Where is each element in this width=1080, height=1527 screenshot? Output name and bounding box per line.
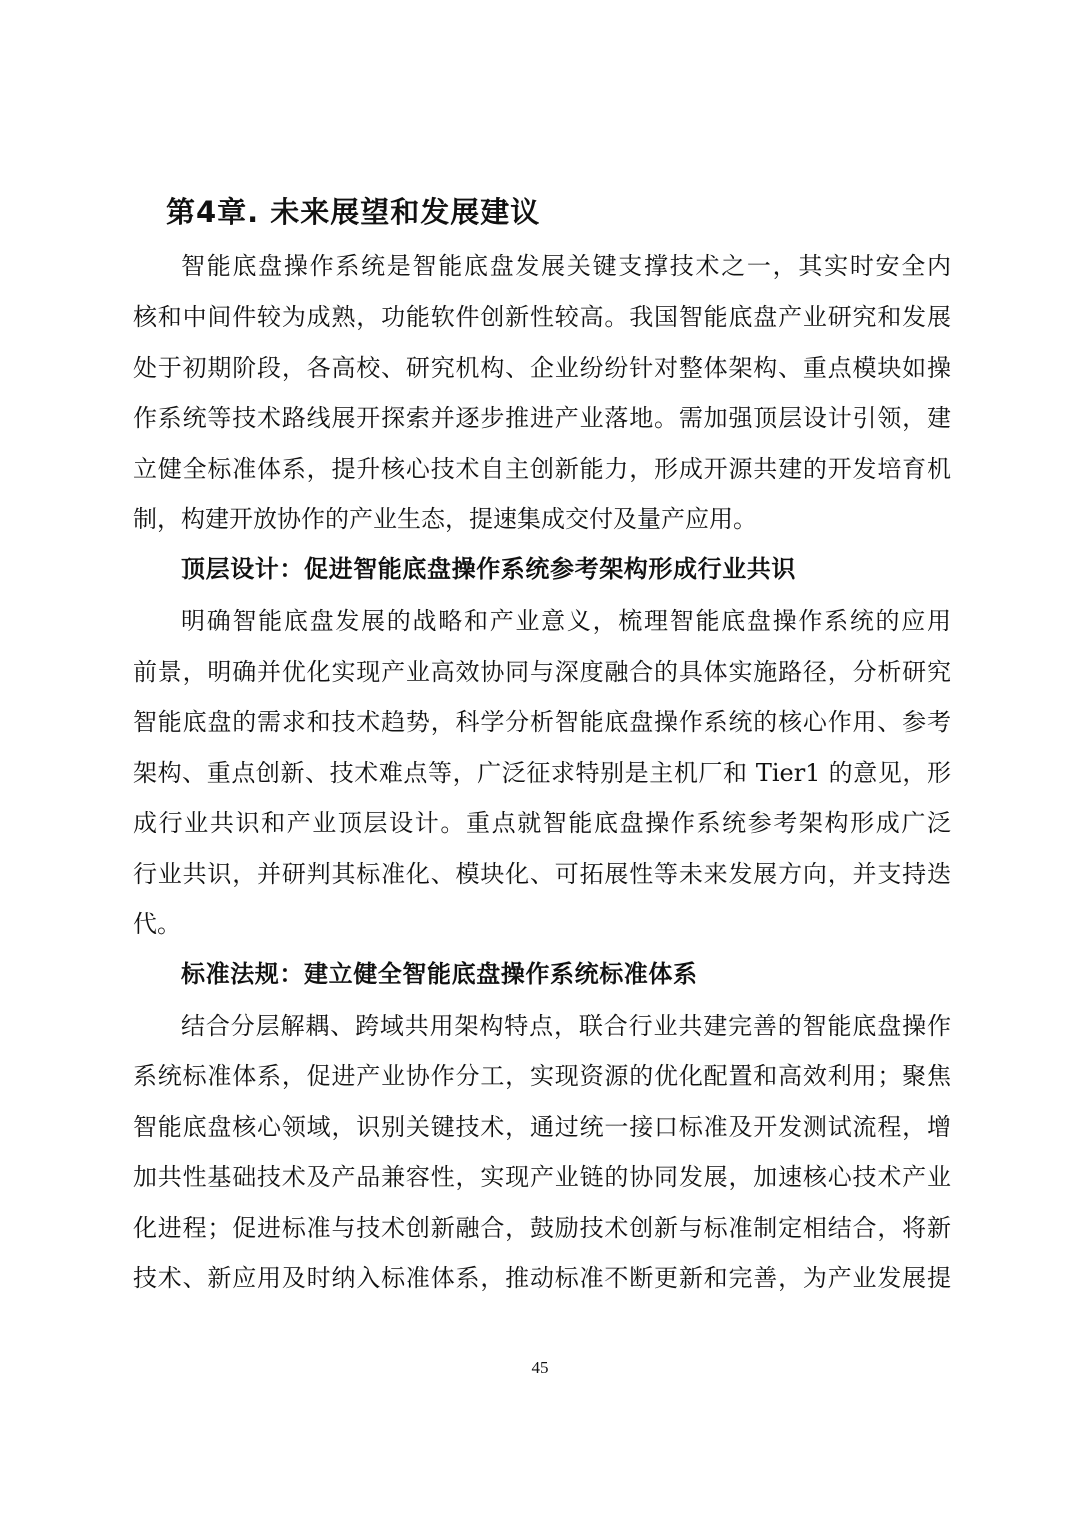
intro-line: 处于初期阶段，各高校、研究机构、企业纷纷针对整体架构、重点模块如操 [133,354,951,382]
section1-line: 前景，明确并优化实现产业高效协同与深度融合的具体实施路径，分析研究 [133,658,951,686]
page-number: 45 [531,1358,549,1377]
chapter-title: 第4章. 未来展望和发展建议 [166,195,541,229]
intro-line: 制，构建开放协作的产业生态，提速集成交付及量产应用。 [133,505,757,533]
section2-line: 智能底盘核心领域，识别关键技术，通过统一接口标准及开发测试流程，增 [133,1113,951,1141]
section2-line: 结合分层解耦、跨域共用架构特点，联合行业共建完善的智能底盘操作 [181,1012,951,1040]
section1-line: 代。 [133,910,181,938]
section1-line: 架构、重点创新、技术难点等，广泛征求特别是主机厂和 Tier1 的意见，形 [133,759,951,787]
section2-line: 系统标准体系，促进产业协作分工，实现资源的优化配置和高效利用；聚焦 [133,1062,951,1090]
section1-line: 智能底盘的需求和技术趋势，科学分析智能底盘操作系统的核心作用、参考 [133,708,951,736]
intro-line: 作系统等技术路线展开探索并逐步推进产业落地。需加强顶层设计引领，建 [133,404,951,432]
intro-line: 核和中间件较为成熟，功能软件创新性较高。我国智能底盘产业研究和发展 [133,303,951,331]
section2-line: 化进程；促进标准与技术创新融合，鼓励技术创新与标准制定相结合，将新 [133,1214,951,1242]
intro-line: 立健全标准体系，提升核心技术自主创新能力，形成开源共建的开发培育机 [133,455,951,483]
section1-line: 明确智能底盘发展的战略和产业意义，梳理智能底盘操作系统的应用 [181,607,951,635]
section1-line: 成行业共识和产业顶层设计。重点就智能底盘操作系统参考架构形成广泛 [133,809,951,837]
section-heading-top-level-design: 顶层设计：促进智能底盘操作系统参考架构形成行业共识 [181,555,796,583]
section-heading-standards: 标准法规：建立健全智能底盘操作系统标准体系 [181,960,698,988]
section2-line: 加共性基础技术及产品兼容性，实现产业链的协同发展，加速核心技术产业 [133,1163,951,1191]
section1-line: 行业共识，并研判其标准化、模块化、可拓展性等未来发展方向，并支持迭 [133,860,951,888]
section2-line: 技术、新应用及时纳入标准体系，推动标准不断更新和完善，为产业发展提 [133,1264,951,1292]
intro-line: 智能底盘操作系统是智能底盘发展关键支撑技术之一，其实时安全内 [181,252,951,280]
